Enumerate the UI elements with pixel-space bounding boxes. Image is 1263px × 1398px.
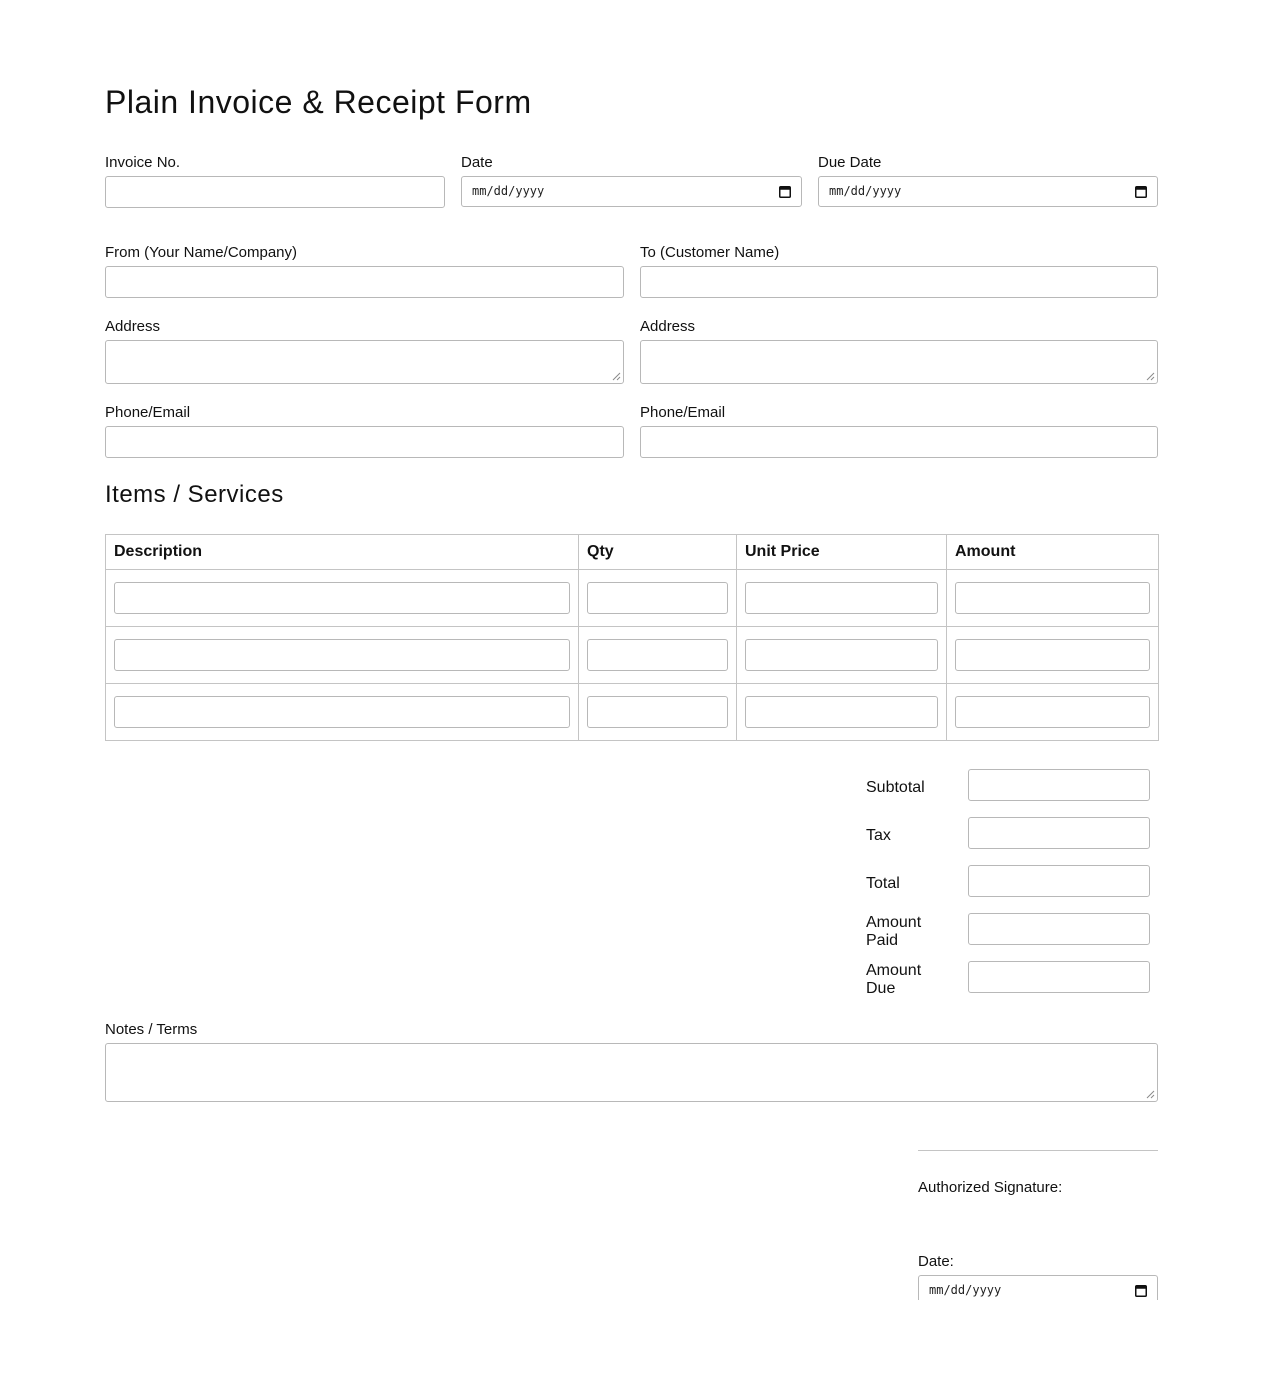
tax-label: Tax: [866, 827, 891, 844]
amount-due-input[interactable]: [968, 961, 1150, 993]
from-contact-input[interactable]: [105, 426, 624, 458]
description-cell: [106, 627, 579, 684]
item-qty-input[interactable]: [587, 639, 728, 671]
to-address-label: Address: [640, 318, 696, 335]
table-row: [106, 684, 1159, 741]
item-unit-price-input[interactable]: [745, 582, 938, 614]
item-unit-price-input[interactable]: [745, 639, 938, 671]
from-name-input[interactable]: [105, 266, 624, 298]
description-cell: [106, 570, 579, 627]
item-unit-price-input[interactable]: [745, 696, 938, 728]
calendar-icon[interactable]: [1135, 1284, 1147, 1297]
due-date-placeholder: mm/dd/yyyy: [829, 184, 902, 198]
notes-textarea[interactable]: [105, 1043, 1158, 1102]
subtotal-label: Subtotal: [866, 779, 925, 796]
to-contact-input[interactable]: [640, 426, 1158, 458]
amount-cell: [947, 627, 1159, 684]
qty-cell: [579, 627, 737, 684]
items-section-title: Items / Services: [105, 481, 284, 508]
to-contact-label: Phone/Email: [640, 404, 726, 421]
unit-price-cell: [737, 684, 947, 741]
to-name-input[interactable]: [640, 266, 1158, 298]
due-date-label: Due Date: [818, 154, 882, 171]
item-qty-input[interactable]: [587, 696, 728, 728]
date-placeholder: mm/dd/yyyy: [472, 184, 545, 198]
table-row: [106, 570, 1159, 627]
total-input[interactable]: [968, 865, 1150, 897]
amount-cell: [947, 570, 1159, 627]
table-row: [106, 627, 1159, 684]
notes-label: Notes / Terms: [105, 1021, 198, 1038]
from-address-textarea[interactable]: [105, 340, 624, 384]
item-amount-input[interactable]: [955, 696, 1150, 728]
qty-cell: [579, 570, 737, 627]
qty-cell: [579, 684, 737, 741]
signature-label: Authorized Signature:: [918, 1179, 1063, 1196]
amount-paid-label: Amount Paid: [866, 914, 922, 949]
description-cell: [106, 684, 579, 741]
due-date-input[interactable]: [818, 176, 1158, 207]
calendar-icon[interactable]: [1135, 185, 1147, 198]
resize-grip-icon[interactable]: [612, 372, 621, 381]
signature-date-input[interactable]: [918, 1275, 1158, 1300]
calendar-icon[interactable]: [779, 185, 791, 198]
resize-grip-icon[interactable]: [1146, 1090, 1155, 1099]
item-amount-input[interactable]: [955, 639, 1150, 671]
unit-price-cell: [737, 570, 947, 627]
tax-input[interactable]: [968, 817, 1150, 849]
item-description-input[interactable]: [114, 696, 570, 728]
from-contact-label: Phone/Email: [105, 404, 191, 421]
resize-grip-icon[interactable]: [1146, 372, 1155, 381]
from-address-label: Address: [105, 318, 161, 335]
item-qty-input[interactable]: [587, 582, 728, 614]
amount-cell: [947, 684, 1159, 741]
col-amount-header: Amount: [947, 535, 1159, 570]
to-name-label: To (Customer Name): [640, 244, 780, 261]
item-description-input[interactable]: [114, 639, 570, 671]
signature-date-placeholder: mm/dd/yyyy: [929, 1283, 1002, 1297]
to-address-textarea[interactable]: [640, 340, 1158, 384]
item-amount-input[interactable]: [955, 582, 1150, 614]
items-table: [105, 534, 1159, 741]
col-qty-header: Qty: [579, 535, 737, 570]
unit-price-cell: [737, 627, 947, 684]
invoice-no-label: Invoice No.: [105, 154, 181, 171]
col-description-header: Description: [106, 535, 579, 570]
invoice-no-input[interactable]: [105, 176, 445, 208]
date-label: Date: [461, 154, 493, 171]
subtotal-input[interactable]: [968, 769, 1150, 801]
date-input[interactable]: [461, 176, 802, 207]
col-unit-price-header: Unit Price: [737, 535, 947, 570]
signature-date-label: Date:: [918, 1253, 954, 1270]
total-label: Total: [866, 875, 900, 892]
amount-due-label: Amount Due: [866, 962, 922, 997]
from-name-label: From (Your Name/Company): [105, 244, 298, 261]
items-header-row: [106, 535, 1159, 570]
item-description-input[interactable]: [114, 582, 570, 614]
signature-line: [918, 1150, 1158, 1151]
page-title: Plain Invoice & Receipt Form: [105, 84, 532, 120]
amount-paid-input[interactable]: [968, 913, 1150, 945]
